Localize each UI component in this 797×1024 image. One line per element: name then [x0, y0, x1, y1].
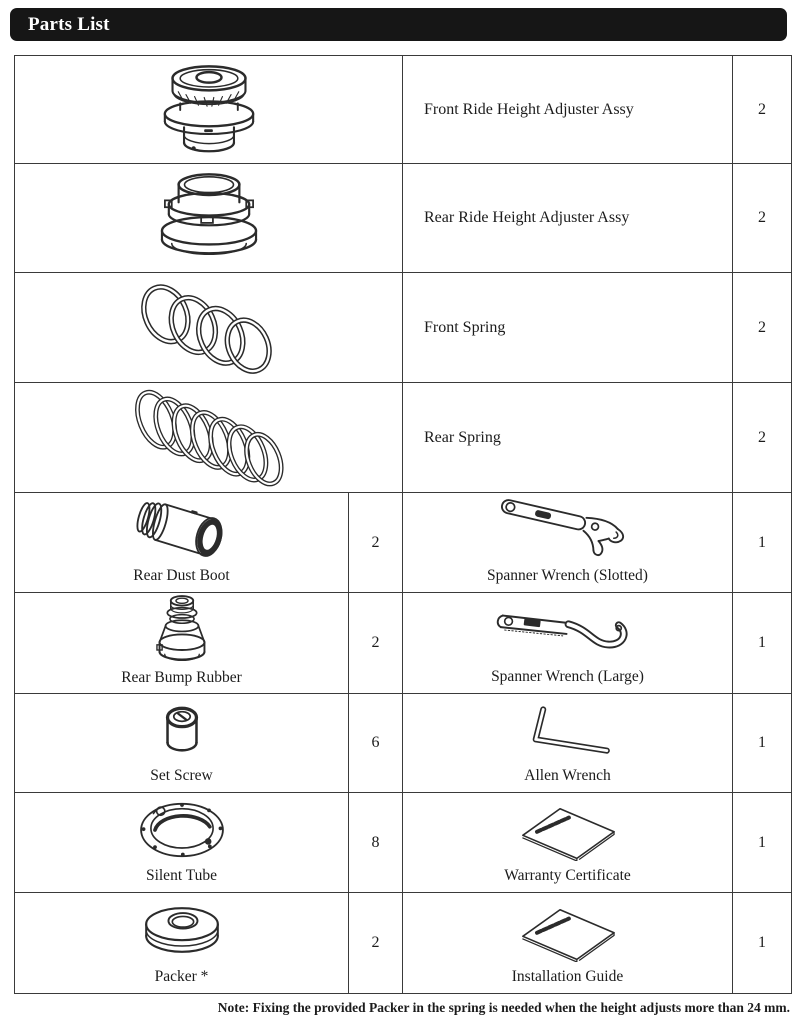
spanner-wrench-slotted-illustration	[492, 496, 644, 564]
table-row	[15, 493, 791, 593]
part-qty: 1	[758, 734, 766, 751]
part-name: Rear Bump Rubber	[121, 669, 242, 686]
part-image-cell	[403, 593, 732, 668]
spanner-wrench-large-illustration	[493, 602, 643, 660]
part-qty: 1	[758, 634, 766, 651]
table-row	[15, 164, 791, 273]
part-image-cell	[403, 694, 732, 767]
part-name: Front Spring	[403, 273, 733, 382]
part-qty: 8	[349, 793, 403, 892]
part-cell	[15, 694, 349, 792]
part-qty: 2	[758, 209, 766, 226]
part-name: Rear Dust Boot	[133, 567, 230, 584]
part-cell	[403, 593, 733, 693]
part-name: Rear Ride Height Adjuster Assy	[403, 164, 733, 272]
part-image-cell	[403, 793, 732, 867]
part-cell	[403, 893, 733, 993]
table-row	[15, 273, 791, 383]
installation-guide-illustration	[506, 900, 630, 962]
part-name: Spanner Wrench (Large)	[491, 668, 644, 685]
part-qty: 2	[349, 593, 403, 693]
part-qty: 2	[349, 493, 403, 592]
rear-spring-illustration	[116, 387, 302, 489]
parts-list-header	[10, 8, 787, 41]
part-name: Front Ride Height Adjuster Assy	[403, 56, 733, 163]
part-image-cell	[403, 893, 732, 968]
part-qty: 2	[758, 100, 766, 118]
packer-illustration	[132, 900, 232, 962]
part-image-cell	[15, 793, 348, 867]
part-cell	[15, 593, 349, 693]
part-cell	[15, 793, 349, 892]
part-name: Packer *	[154, 968, 209, 985]
part-image-cell	[15, 164, 403, 272]
front-spring-illustration	[121, 279, 297, 377]
rear-bump-rubber-illustration	[138, 593, 226, 669]
part-qty: 2	[758, 428, 766, 446]
allen-wrench-illustration	[512, 702, 624, 760]
part-name: Rear Spring	[403, 383, 733, 492]
warranty-certificate-illustration	[506, 799, 630, 861]
part-name: Silent Tube	[145, 867, 218, 884]
part-image-cell	[15, 273, 403, 382]
part-cell	[15, 493, 349, 592]
part-cell	[403, 493, 733, 592]
part-qty: 1	[758, 533, 766, 551]
table-row	[15, 694, 791, 793]
part-cell	[15, 893, 349, 993]
part-name: Allen Wrench	[524, 767, 611, 784]
part-image-cell	[15, 893, 348, 968]
set-screw-illustration	[158, 703, 206, 759]
part-qty: 2	[349, 893, 403, 993]
part-image-cell	[15, 593, 348, 669]
part-name: Set Screw	[150, 767, 213, 784]
part-name: Installation Guide	[511, 968, 624, 985]
part-name: Spanner Wrench (Slotted)	[487, 567, 648, 584]
silent-tube-illustration	[118, 794, 246, 866]
table-row	[15, 793, 791, 893]
part-qty: 6	[349, 694, 403, 792]
table-row	[15, 593, 791, 694]
part-qty: 2	[758, 318, 766, 336]
rear-dust-boot-illustration	[124, 494, 240, 566]
part-name: Warranty Certificate	[504, 867, 631, 884]
part-cell	[403, 694, 733, 792]
part-qty: 1	[758, 833, 766, 851]
page-title: Parts List	[28, 13, 110, 35]
part-image-cell	[15, 694, 348, 767]
part-image-cell	[15, 56, 403, 163]
table-row	[15, 383, 791, 493]
front-ride-height-adjuster-illustration	[150, 62, 268, 158]
part-cell	[403, 793, 733, 892]
part-image-cell	[403, 493, 732, 567]
part-image-cell	[15, 493, 348, 567]
footnote: Note: Fixing the provided Packer in the spring is needed when the height adjusts more than 24 mm.	[217, 1000, 790, 1015]
table-row	[15, 893, 791, 993]
table-row	[15, 56, 791, 164]
parts-table	[14, 55, 792, 994]
part-qty: 1	[758, 934, 766, 951]
part-image-cell	[15, 383, 403, 492]
rear-ride-height-adjuster-illustration	[149, 169, 269, 267]
